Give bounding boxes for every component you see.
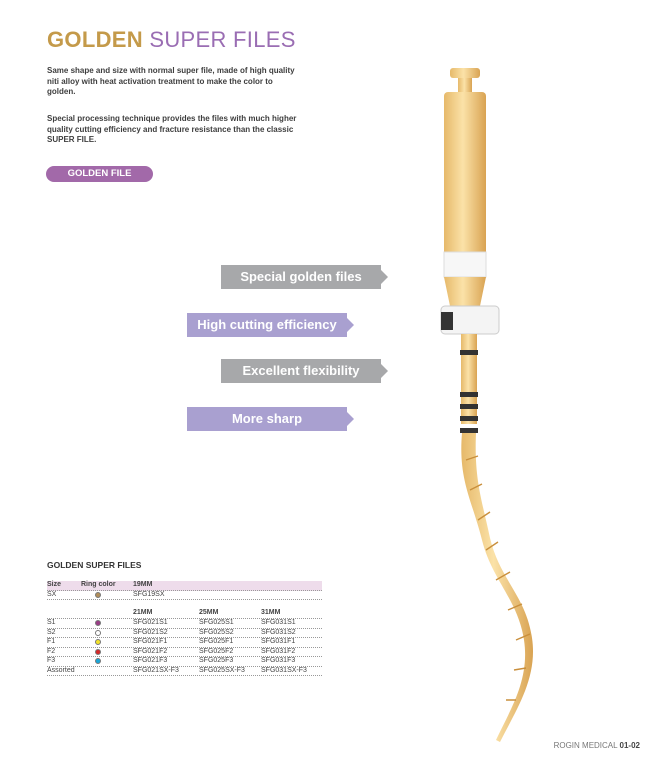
table-subheader-row <box>47 609 322 619</box>
page-title <box>47 27 296 53</box>
row-code-25mm: SFG025F3 <box>199 657 234 664</box>
row-code-21mm: SFG021SX-F3 <box>133 666 179 674</box>
feature-tag-high-cutting-efficiency <box>187 313 347 337</box>
row-size: S1 <box>47 619 56 626</box>
table-row-sx <box>47 591 322 601</box>
ring-color-dot <box>95 649 101 655</box>
row-size: F2 <box>47 647 56 655</box>
row-code-25mm: SFG025S2 <box>199 628 234 636</box>
golden-file-badge: GOLDEN FILE <box>46 166 153 182</box>
row-size: F1 <box>47 638 56 645</box>
row-code-21mm: SFG021S2 <box>133 628 168 636</box>
ring-color-dot <box>95 658 101 664</box>
row-code-21mm: SFG021F2 <box>133 647 168 655</box>
row-code: SFG19SX <box>133 590 165 598</box>
header-ring-color: Ring color <box>81 581 116 588</box>
row-code-21mm: SFG021S1 <box>133 619 168 626</box>
table-row <box>47 657 322 667</box>
row-code-25mm: SFG025F1 <box>199 638 234 645</box>
feature-tag-label: High cutting efficiency <box>197 317 337 332</box>
row-code-31mm: SFG031SX-F3 <box>261 666 307 674</box>
subheader-25mm: 25MM <box>199 609 219 616</box>
table-spacer <box>47 600 322 609</box>
table-row <box>47 629 322 639</box>
subheader-21mm: 21MM <box>133 609 153 616</box>
subheader-31mm: 31MM <box>261 609 281 616</box>
header-19mm: 19MM <box>133 581 153 588</box>
feature-tag-excellent-flexibility <box>221 359 381 383</box>
feature-tag-label: Special golden files <box>240 269 362 284</box>
table-row <box>47 648 322 658</box>
row-code-31mm: SFG031F1 <box>261 638 296 645</box>
feature-tag-label: More sharp <box>231 411 303 426</box>
table-row <box>47 667 322 677</box>
footer-brand: ROGIN MEDICAL <box>553 741 618 750</box>
row-code-31mm: SFG031S1 <box>261 619 296 626</box>
row-code-25mm: SFG025SX-F3 <box>199 666 245 674</box>
row-code-21mm: SFG021F3 <box>133 657 168 664</box>
header-size: Size <box>47 581 62 588</box>
row-size: Assorted <box>47 666 75 674</box>
row-size: F3 <box>47 657 56 664</box>
feature-tag-special-golden-files <box>221 265 381 289</box>
table-row <box>47 619 322 629</box>
row-code-31mm: SFG031S2 <box>261 628 296 636</box>
row-code-31mm: SFG031F3 <box>261 657 296 664</box>
ring-color-dot <box>95 592 101 598</box>
feature-tag-more-sharp <box>187 407 347 431</box>
row-size: SX <box>47 590 57 598</box>
row-code-25mm: SFG025S1 <box>199 619 234 626</box>
table-row <box>47 638 322 648</box>
row-size: S2 <box>47 628 56 636</box>
golden-file-illustration <box>400 60 550 745</box>
table-header-row <box>47 581 322 591</box>
product-table <box>47 581 322 676</box>
table-title: GOLDEN SUPER FILES <box>47 560 142 570</box>
ring-color-dot <box>95 639 101 645</box>
ring-color-dot <box>95 630 101 636</box>
feature-tag-label: Excellent flexibility <box>242 363 360 378</box>
title-golden: GOLDEN <box>47 27 143 52</box>
row-code-25mm: SFG025F2 <box>199 647 234 655</box>
description-paragraph-2: Special processing technique provides the files with much higher quality cutting efficiency and fracture resistance than the classic SUPER FILE. <box>47 114 297 144</box>
row-code-21mm: SFG021F1 <box>133 638 168 645</box>
page-footer <box>554 741 640 750</box>
description-paragraph-1: Same shape and size with normal super file, made of high quality niti alloy with heat activation treatment to make the color to golden. <box>47 66 295 96</box>
title-super-files: SUPER FILES <box>149 27 296 52</box>
row-code-31mm: SFG031F2 <box>261 647 296 655</box>
footer-page-number: 01-02 <box>619 741 640 750</box>
ring-color-dot <box>95 620 101 626</box>
